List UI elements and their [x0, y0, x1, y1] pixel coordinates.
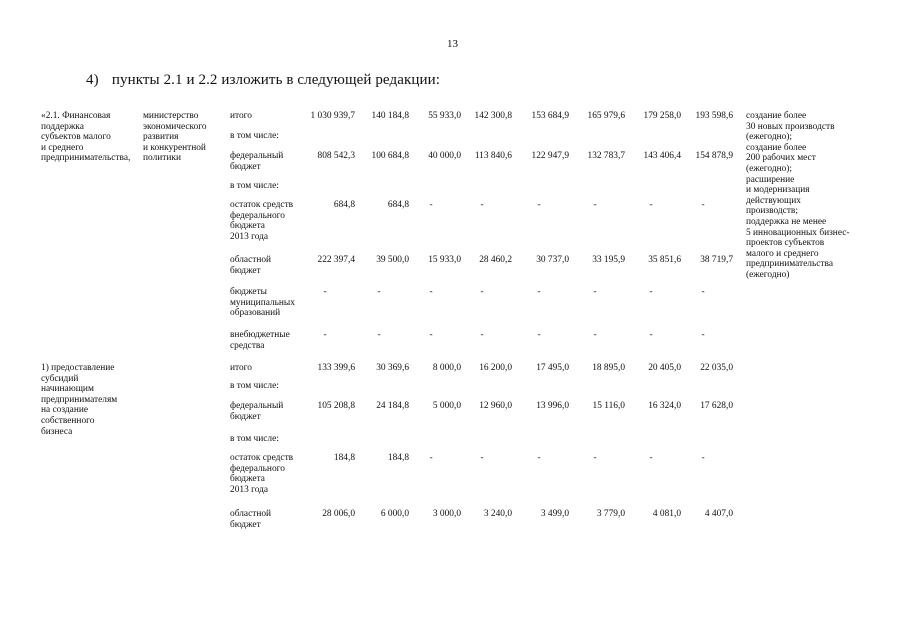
funding-source-label: бюджеты	[230, 287, 267, 297]
measure-name-line: предпринимательства,	[41, 153, 131, 164]
executor-line: развития	[143, 132, 179, 143]
funding-value: 20 405,0	[648, 363, 681, 373]
funding-value: 808 542,3	[317, 151, 355, 161]
funding-value: 4 081,0	[652, 509, 681, 519]
sub-measure-name-line: 1) предоставление	[41, 363, 115, 373]
empty-value: -	[701, 330, 705, 340]
empty-value: -	[701, 453, 705, 463]
funding-value: 193 598,6	[695, 111, 733, 121]
funding-value: 132 783,7	[587, 151, 625, 161]
expected-result-line: предпринимательства	[746, 259, 833, 270]
empty-value: -	[429, 200, 433, 210]
empty-value: -	[323, 330, 327, 340]
measure-name-line: субъектов малого	[41, 132, 111, 143]
empty-value: -	[593, 287, 597, 297]
heading-text: пункты 2.1 и 2.2 изложить в следующей редакции:	[111, 72, 441, 88]
funding-value: 35 851,6	[648, 255, 681, 265]
empty-value: -	[537, 200, 541, 210]
empty-value: -	[649, 330, 653, 340]
funding-value: 100 684,8	[371, 151, 409, 161]
funding-source-label: остаток средств	[230, 200, 294, 210]
expected-result-line: расширение	[746, 174, 795, 185]
funding-value: 113 840,6	[474, 151, 512, 161]
funding-source-label: итого	[230, 111, 252, 121]
funding-source-label: федерального	[230, 210, 285, 221]
funding-value: 18 895,0	[592, 363, 625, 373]
executor-line: экономического	[143, 121, 207, 132]
funding-value: 122 947,9	[531, 151, 569, 161]
funding-value: 5 000,0	[432, 401, 461, 411]
empty-value: -	[701, 287, 705, 297]
expected-result-line: действующих	[746, 195, 801, 206]
funding-value: 165 979,6	[587, 111, 625, 121]
funding-value: 13 996,0	[536, 401, 569, 411]
empty-value: -	[429, 453, 433, 463]
funding-value: 12 960,0	[479, 401, 512, 411]
empty-value: -	[537, 287, 541, 297]
funding-source-label: 2013 года	[230, 231, 269, 242]
funding-value: 684,8	[333, 200, 355, 210]
funding-source-label: в том числе:	[230, 381, 279, 391]
funding-value: 3 000,0	[432, 509, 461, 519]
funding-source-label: в том числе:	[230, 434, 279, 444]
empty-value: -	[649, 453, 653, 463]
empty-value: -	[323, 287, 327, 297]
funding-source-label: бюджет	[230, 265, 261, 276]
funding-source-label: средства	[230, 340, 265, 351]
empty-value: -	[429, 330, 433, 340]
expected-result-line: 30 новых производств	[746, 121, 835, 132]
funding-source-label: 2013 года	[230, 484, 269, 495]
funding-value: 22 035,0	[700, 363, 733, 373]
funding-value: 16 200,0	[479, 363, 512, 373]
funding-value: 4 407,0	[704, 509, 733, 519]
funding-source-label: федеральный	[230, 151, 284, 161]
sub-measure-name-line: субсидий	[41, 373, 79, 384]
section-heading	[86, 72, 440, 89]
funding-value: 140 184,8	[371, 111, 409, 121]
funding-value: 1 030 939,7	[310, 111, 355, 121]
expected-result-line: создание более	[746, 111, 807, 121]
expected-result-line: 5 инновационных бизнес-	[746, 227, 850, 238]
executor-line: и конкурентной	[143, 142, 206, 153]
funding-value: 17 495,0	[536, 363, 569, 373]
funding-value: 3 779,0	[596, 509, 625, 519]
funding-value: 143 406,4	[643, 151, 681, 161]
sub-measure-name-line: предпринимателям	[41, 394, 118, 405]
funding-value: 55 933,0	[428, 111, 461, 121]
funding-source-label: бюджета	[230, 474, 265, 485]
funding-source-label: областной	[230, 509, 272, 519]
funding-value: 3 499,0	[540, 509, 569, 519]
funding-source-label: федерального	[230, 463, 285, 474]
measure-name-line: «2.1. Финансовая	[41, 111, 111, 121]
funding-source-label: федеральный	[230, 401, 284, 411]
funding-value: 39 500,0	[376, 255, 409, 265]
sub-measure-name-line: бизнеса	[41, 426, 73, 437]
measure-name-line: и среднего	[41, 142, 84, 153]
empty-value: -	[480, 453, 484, 463]
executor-line: министерство	[143, 111, 199, 121]
expected-result-line: производств;	[746, 206, 798, 217]
funding-value: 40 000,0	[428, 151, 461, 161]
empty-value: -	[480, 200, 484, 210]
funding-source-label: бюджета	[230, 221, 265, 232]
expected-result-line: поддержка не менее	[746, 217, 827, 227]
sub-measure-name-line: начинающим	[41, 384, 94, 395]
expected-result-line: создание более	[746, 142, 807, 153]
expected-result-line: 200 рабочих мест	[746, 153, 816, 164]
empty-value: -	[480, 330, 484, 340]
funding-value: 28 460,2	[479, 255, 512, 265]
empty-value: -	[377, 287, 381, 297]
empty-value: -	[593, 200, 597, 210]
empty-value: -	[537, 453, 541, 463]
empty-value: -	[649, 287, 653, 297]
funding-value: 222 397,4	[317, 255, 355, 265]
empty-value: -	[649, 200, 653, 210]
funding-value: 179 258,0	[643, 111, 681, 121]
funding-source-label: областной	[230, 255, 272, 265]
funding-value: 28 006,0	[322, 509, 355, 519]
executor-line: политики	[143, 153, 181, 164]
empty-value: -	[480, 287, 484, 297]
expected-result-line: (ежегодно);	[746, 164, 793, 174]
funding-value: 38 719,7	[700, 255, 733, 265]
empty-value: -	[537, 330, 541, 340]
funding-value: 142 300,8	[474, 111, 512, 121]
funding-value: 17 628,0	[700, 401, 733, 411]
funding-value: 184,8	[387, 453, 409, 463]
funding-value: 684,8	[387, 200, 409, 210]
funding-value: 133 399,6	[317, 363, 355, 373]
measure-name-line: поддержка	[41, 121, 84, 132]
funding-source-label: бюджет	[230, 161, 261, 172]
funding-source-label: образований	[230, 308, 281, 319]
empty-value: -	[701, 200, 705, 210]
funding-value: 153 684,9	[531, 111, 569, 121]
funding-value: 154 878,9	[695, 151, 733, 161]
empty-value: -	[429, 287, 433, 297]
expected-result-line: проектов субъектов	[746, 238, 825, 249]
funding-value: 184,8	[333, 453, 355, 463]
funding-value: 8 000,0	[432, 363, 461, 373]
funding-value: 33 195,9	[592, 255, 625, 265]
funding-source-label: внебюджетные	[230, 330, 290, 340]
funding-source-label: в том числе:	[230, 181, 279, 191]
funding-source-label: муниципальных	[230, 297, 295, 308]
funding-value: 30 369,6	[376, 363, 409, 373]
expected-result-line: малого и среднего	[746, 248, 819, 259]
funding-source-label: остаток средств	[230, 453, 294, 463]
funding-value: 6 000,0	[380, 509, 409, 519]
funding-value: 15 933,0	[428, 255, 461, 265]
sub-measure-name-line: на создание	[41, 405, 89, 416]
funding-value: 3 240,0	[483, 509, 512, 519]
funding-source-label: в том числе:	[230, 131, 279, 141]
heading-number: 4)	[86, 72, 99, 88]
empty-value: -	[377, 330, 381, 340]
funding-value: 15 116,0	[592, 401, 625, 411]
expected-result-line: (ежегодно)	[746, 270, 790, 280]
funding-value: 30 737,0	[536, 255, 569, 265]
funding-value: 24 184,8	[376, 401, 409, 411]
funding-source-label: итого	[230, 363, 252, 373]
empty-value: -	[593, 330, 597, 340]
funding-source-label: бюджет	[230, 411, 261, 422]
empty-value: -	[593, 453, 597, 463]
funding-value: 16 324,0	[648, 401, 681, 411]
funding-value: 105 208,8	[317, 401, 355, 411]
expected-result-line: (ежегодно);	[746, 132, 793, 143]
expected-result-line: и модернизация	[746, 185, 810, 196]
sub-measure-name-line: собственного	[41, 416, 95, 426]
page-number: 13	[447, 38, 458, 50]
funding-source-label: бюджет	[230, 519, 261, 530]
